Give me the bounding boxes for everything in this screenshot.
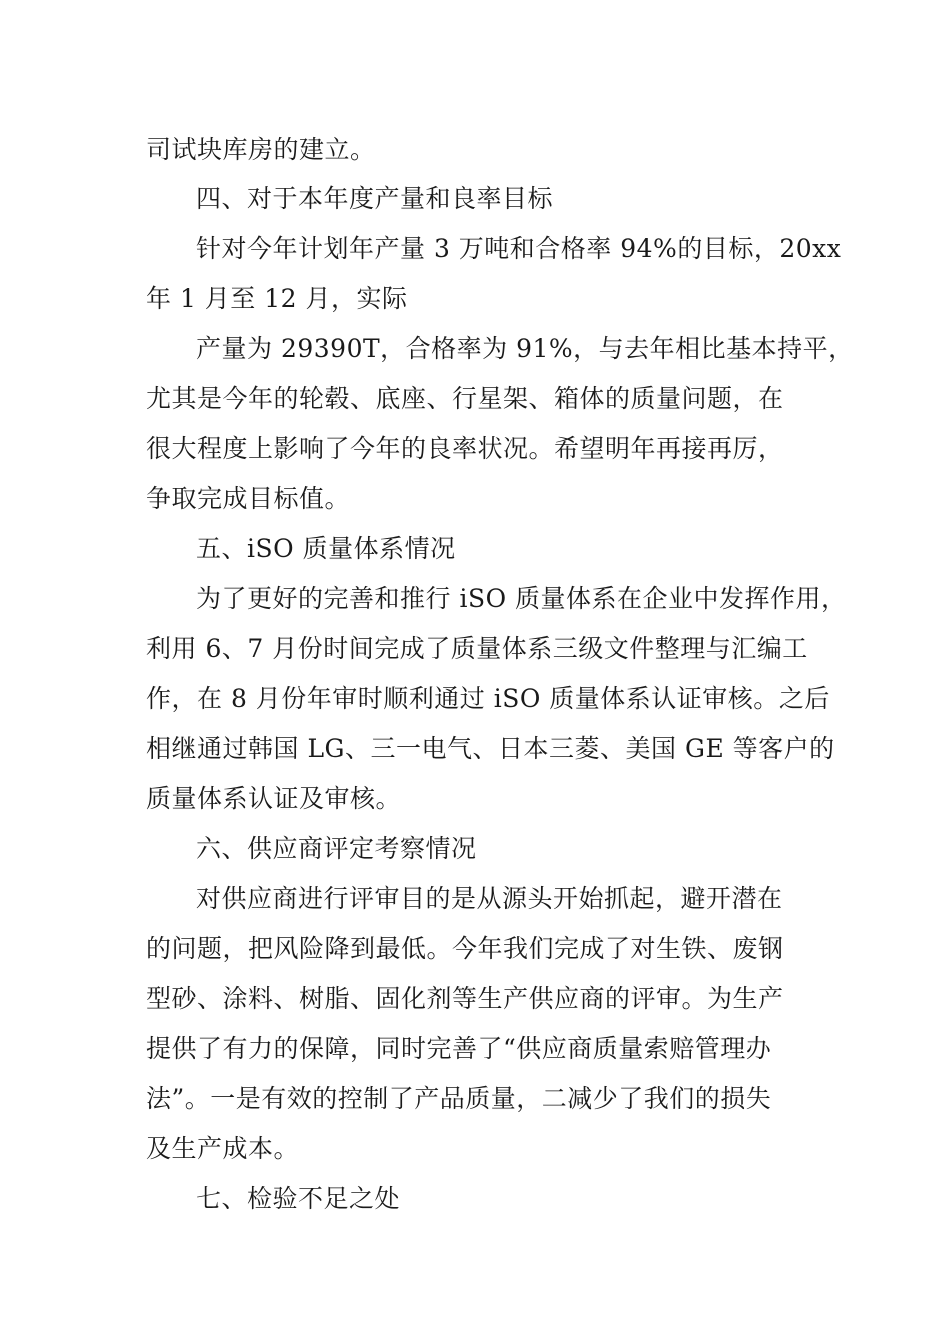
- section-heading-5: 五、iSO 质量体系情况: [196, 534, 456, 563]
- text-line: 相继通过韩国 LG、三一电气、日本三菱、美国 GE 等客户的: [146, 734, 835, 763]
- text-line: 年 1 月至 12 月，实际: [146, 284, 408, 313]
- text-line: 型砂、涂料、树脂、固化剂等生产供应商的评审。为生产: [146, 984, 784, 1013]
- text-line: 很大程度上影响了今年的良率状况。希望明年再接再厉，: [146, 434, 784, 463]
- text-line: 为了更好的完善和推行 iSO 质量体系在企业中发挥作用，: [196, 584, 847, 613]
- text-line: 针对今年计划年产量 3 万吨和合格率 94%的目标，20xx: [196, 234, 842, 263]
- text-line: 法”。一是有效的控制了产品质量，二减少了我们的损失: [146, 1084, 772, 1113]
- section-heading-7: 七、检验不足之处: [196, 1184, 401, 1213]
- text-line: 对供应商进行评审目的是从源头开始抓起，避开潜在: [196, 884, 783, 913]
- text-line: 争取完成目标值。: [146, 484, 351, 513]
- section-heading-4: 四、对于本年度产量和良率目标: [196, 184, 554, 213]
- text-line: 司试块库房的建立。: [146, 135, 376, 164]
- text-line: 及生产成本。: [146, 1134, 300, 1163]
- text-line: 质量体系认证及审核。: [146, 784, 402, 813]
- text-line: 的问题，把风险降到最低。今年我们完成了对生铁、废钢: [146, 934, 784, 963]
- text-line: 产量为 29390T，合格率为 91%，与去年相比基本持平，: [196, 334, 854, 363]
- text-line: 尤其是今年的轮毂、底座、行星架、箱体的质量问题，在: [146, 384, 784, 413]
- section-heading-6: 六、供应商评定考察情况: [196, 834, 477, 863]
- text-line: 作，在 8 月份年审时顺利通过 iSO 质量体系认证审核。之后: [146, 684, 830, 713]
- text-line: 提供了有力的保障，同时完善了“供应商质量索赔管理办: [146, 1034, 772, 1063]
- text-line: 利用 6、7 月份时间完成了质量体系三级文件整理与汇编工: [146, 634, 808, 663]
